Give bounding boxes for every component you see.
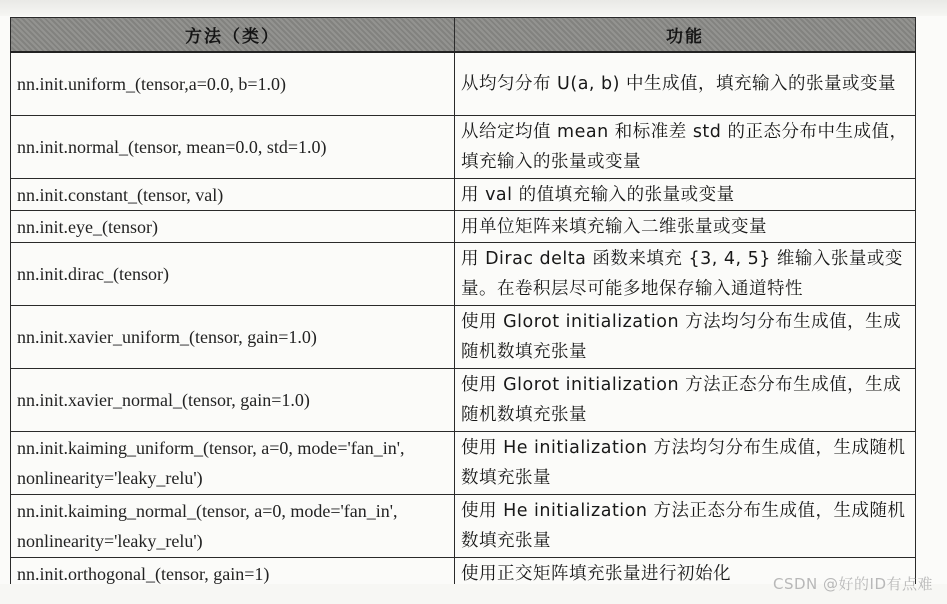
table-row	[11, 52, 916, 116]
function-cell: 使用 Glorot initialization 方法正态分布生成值，生成随机数填充张量	[455, 369, 916, 432]
method-cell: nn.init.dirac_(tensor)	[11, 243, 455, 306]
table-row	[11, 369, 916, 432]
page-top-strip	[0, 0, 947, 16]
init-methods-table	[10, 17, 916, 590]
table-row	[11, 243, 916, 306]
table-row	[11, 211, 916, 243]
table-row	[11, 495, 916, 558]
function-cell: 使用 Glorot initialization 方法均匀分布生成值，生成随机数填充张量	[455, 306, 916, 369]
table-row	[11, 306, 916, 369]
function-cell: 从给定均值 mean 和标准差 std 的正态分布中生成值，填充输入的张量或变量	[455, 116, 916, 179]
table-row	[11, 432, 916, 495]
method-cell: nn.init.eye_(tensor)	[11, 211, 455, 243]
function-cell: 使用 He initialization 方法正态分布生成值，生成随机数填充张量	[455, 495, 916, 558]
function-cell: 用单位矩阵来填充输入二维张量或变量	[455, 211, 916, 243]
function-cell: 从均匀分布 U(a, b) 中生成值，填充输入的张量或变量	[455, 52, 916, 116]
function-cell: 使用正交矩阵填充张量进行初始化	[455, 558, 916, 590]
method-cell: nn.init.xavier_uniform_(tensor, gain=1.0)	[11, 306, 455, 369]
function-cell: 使用 He initialization 方法均匀分布生成值，生成随机数填充张量	[455, 432, 916, 495]
method-cell: nn.init.normal_(tensor, mean=0.0, std=1.0)	[11, 116, 455, 179]
method-cell: nn.init.orthogonal_(tensor, gain=1)	[11, 558, 455, 590]
method-cell: nn.init.kaiming_normal_(tensor, a=0, mode='fan_in', nonlinearity='leaky_relu')	[11, 495, 455, 558]
method-cell: nn.init.uniform_(tensor,a=0.0, b=1.0)	[11, 52, 455, 116]
method-cell: nn.init.constant_(tensor, val)	[11, 179, 455, 211]
method-cell: nn.init.kaiming_uniform_(tensor, a=0, mode='fan_in', nonlinearity='leaky_relu')	[11, 432, 455, 495]
csdn-watermark: CSDN @好的ID有点难	[772, 575, 933, 593]
method-cell: nn.init.xavier_normal_(tensor, gain=1.0)	[11, 369, 455, 432]
header-function: 功能	[455, 18, 916, 53]
function-cell: 用 Dirac delta 函数来填充 {3, 4, 5} 维输入张量或变量。在卷积层尽可能多地保存输入通道特性	[455, 243, 916, 306]
table-row	[11, 116, 916, 179]
table-row	[11, 179, 916, 211]
header-method: 方法（类）	[11, 18, 455, 53]
header-row	[11, 18, 916, 53]
function-cell: 用 val 的值填充输入的张量或变量	[455, 179, 916, 211]
